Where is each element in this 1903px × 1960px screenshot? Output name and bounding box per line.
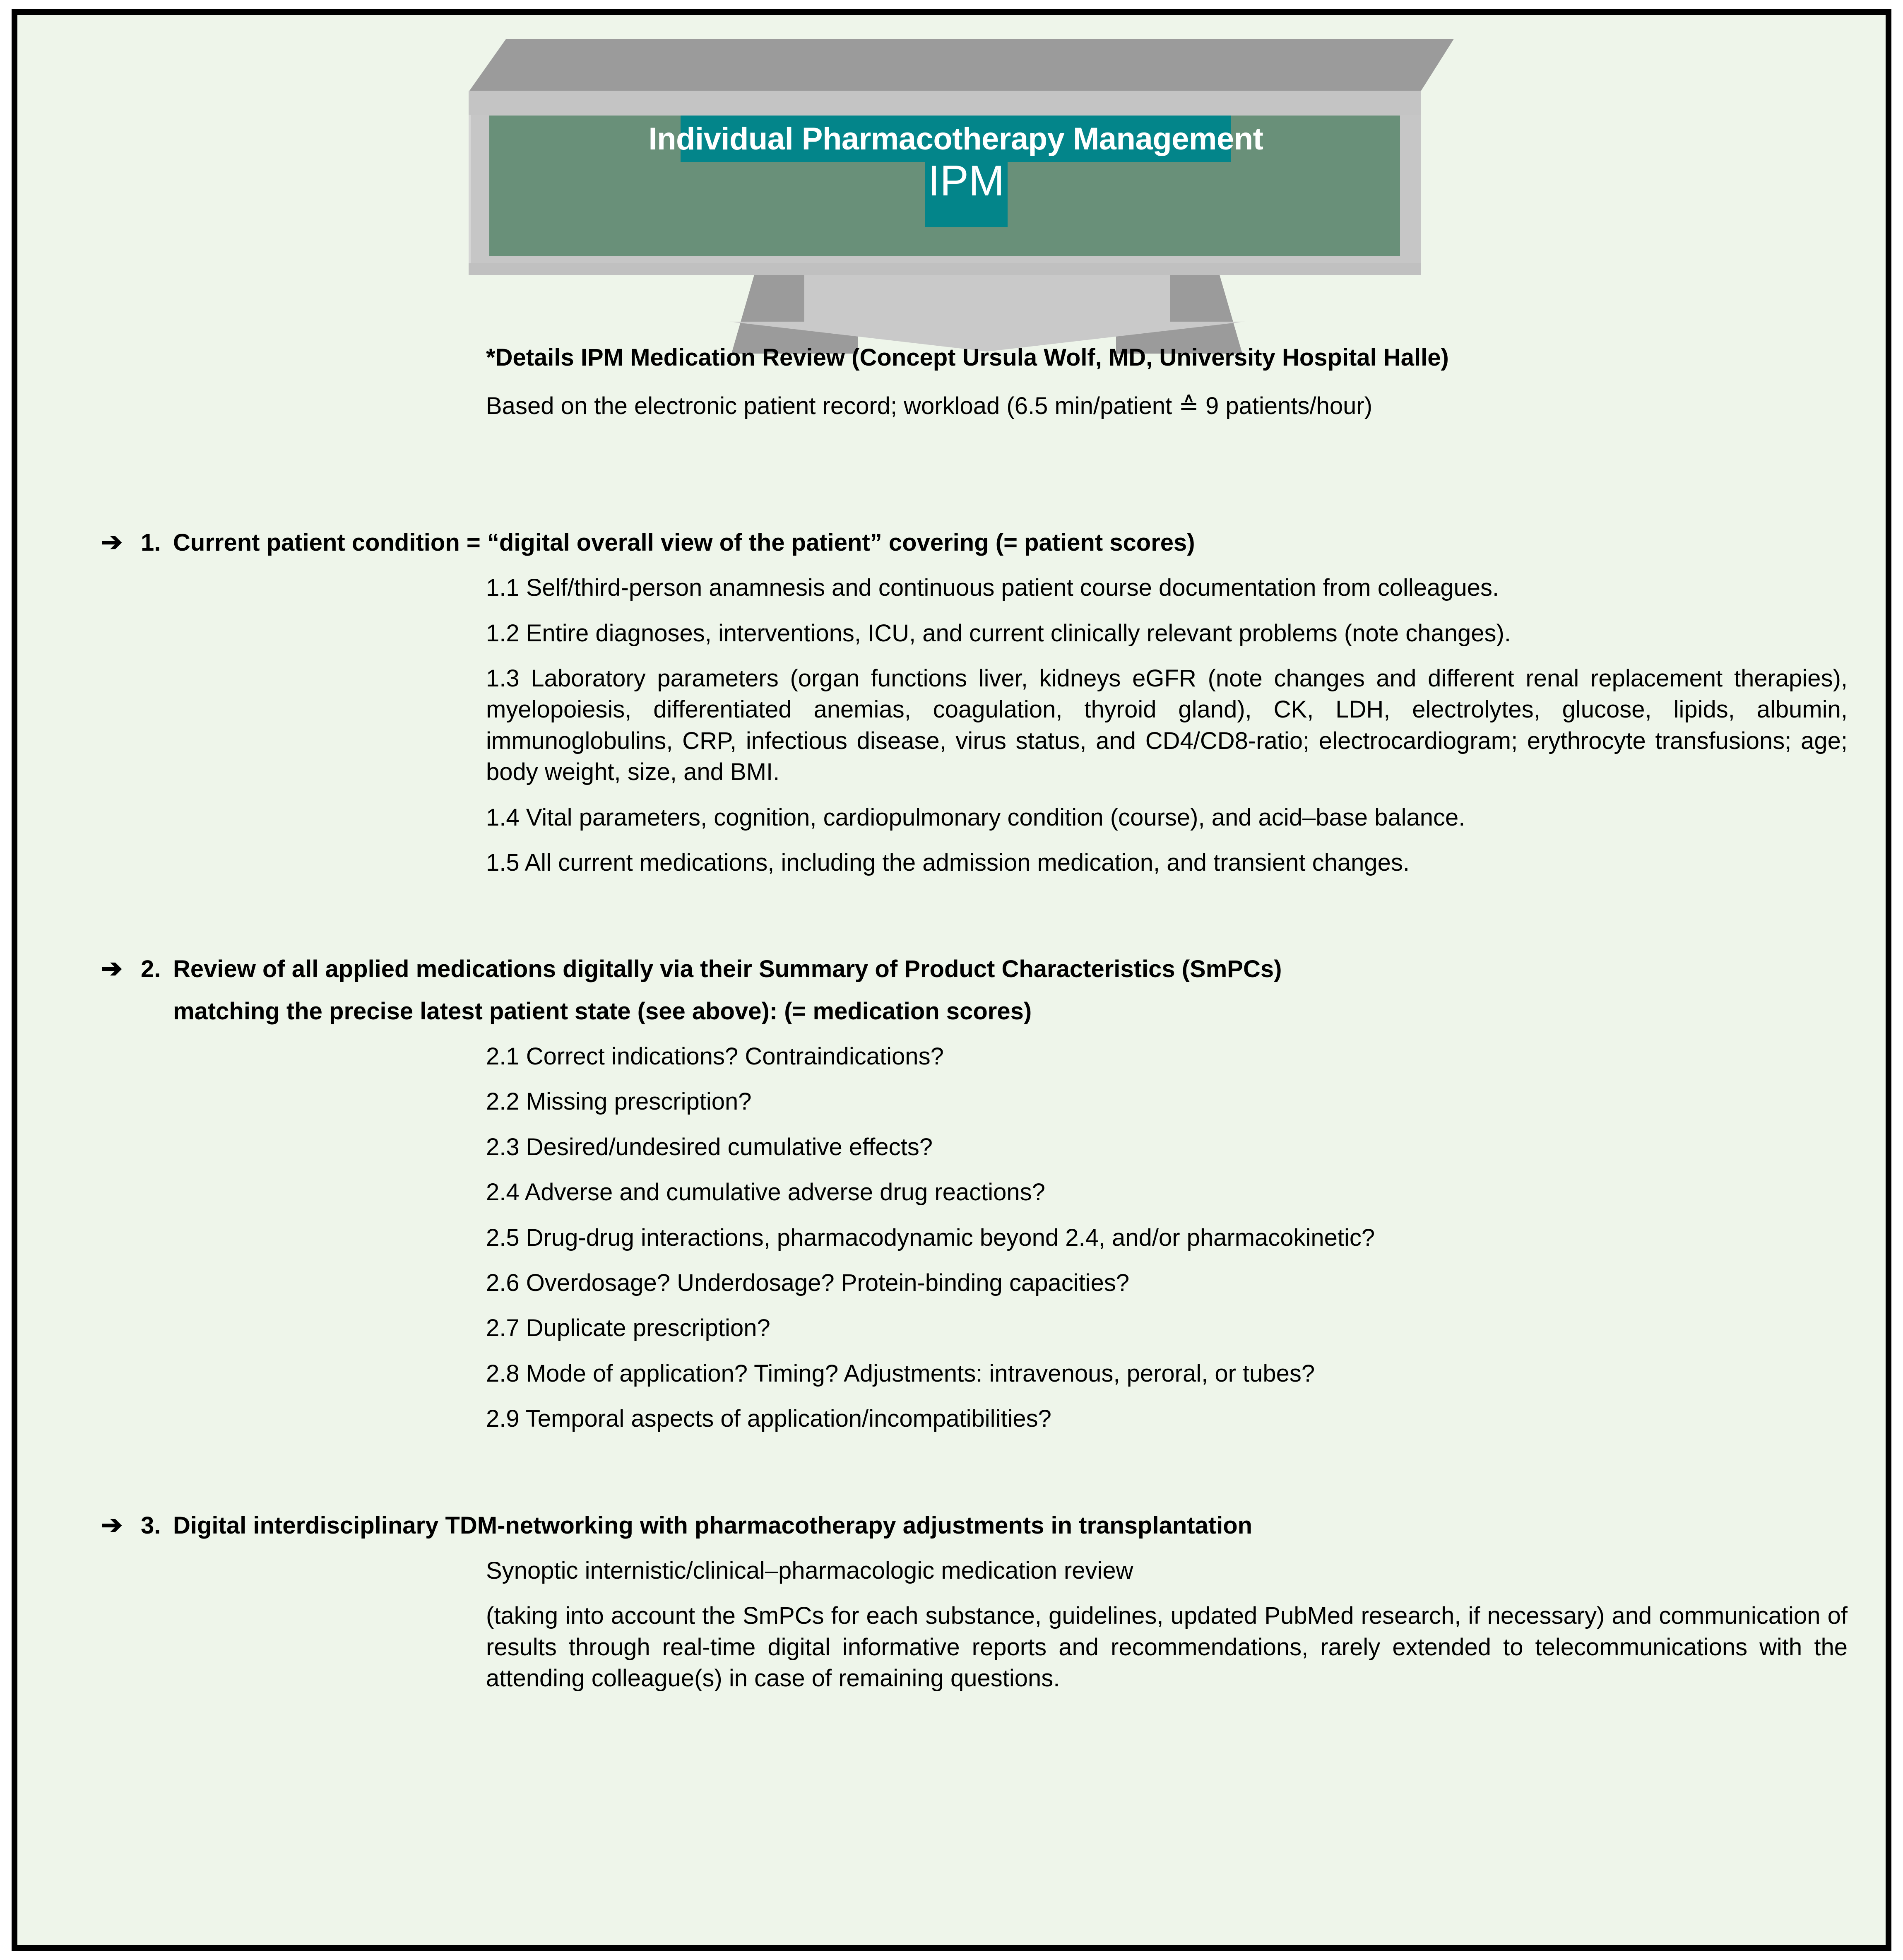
section-1-number: 1. bbox=[141, 529, 161, 556]
arrow-right-icon: ➔ bbox=[101, 954, 123, 983]
section-2-title-wrap bbox=[173, 954, 1848, 1027]
section-1-heading bbox=[101, 527, 1848, 558]
list-item: 2.4 Adverse and cumulative adverse drug reactions? bbox=[486, 1179, 1045, 1206]
list-item: 2.6 Overdosage? Underdosage? Protein-binding capacities? bbox=[486, 1269, 1130, 1297]
list-item: 2.9 Temporal aspects of application/incompatibilities? bbox=[486, 1405, 1051, 1433]
list-item: (taking into account the SmPCs for each substance, guidelines, updated PubMed research, if necessary) and communication of results through real-time digital informative reports and recommendations, rarely extended to telecommunications with the attending colleague(s) in case of remaining questions. bbox=[486, 1602, 1848, 1692]
box-bottom-lip bbox=[469, 263, 1421, 275]
intro-line-1: *Details IPM Medication Review (Concept Ursula Wolf, MD, University Hospital Halle) bbox=[486, 344, 1449, 371]
section-spacer-1 bbox=[64, 452, 1848, 497]
banner-acronym-text: IPM bbox=[928, 157, 1005, 205]
section-2 bbox=[64, 954, 1848, 1434]
list-item: 1.5 All current medications, including the admission medication, and transient changes. bbox=[486, 849, 1410, 876]
list-item: 1.1 Self/third-person anamnesis and continuous patient course documentation from colleagues. bbox=[486, 574, 1499, 602]
box-lid-top bbox=[469, 39, 1454, 92]
banner-title-bar bbox=[648, 116, 1263, 162]
list-item: 1.2 Entire diagnoses, interventions, ICU, and current clinically relevant problems (note changes). bbox=[486, 619, 1511, 647]
section-1-title: Current patient condition = “digital overall view of the patient” covering (= patient scores) bbox=[173, 529, 1195, 556]
list-item: 2.8 Mode of application? Timing? Adjustments: intravenous, peroral, or tubes? bbox=[486, 1360, 1315, 1387]
arrow-right-icon: ➔ bbox=[101, 1510, 123, 1539]
section-3-title-wrap bbox=[173, 1510, 1848, 1541]
arrow-right-icon: ➔ bbox=[101, 527, 123, 556]
figure-body bbox=[17, 342, 1886, 1694]
section-1 bbox=[64, 527, 1848, 879]
list-item: 1.4 Vital parameters, cognition, cardiopulmonary condition (course), and acid–base balance. bbox=[486, 804, 1465, 831]
banner-stem bbox=[925, 157, 1008, 227]
ipm-header-graphic bbox=[17, 15, 1886, 342]
section-3 bbox=[64, 1510, 1848, 1694]
banner-title-text: Individual Pharmacotherapy Management bbox=[648, 121, 1263, 157]
section-2-title: Review of all applied medications digitally via their Summary of Product Characteristics (SmPCs) bbox=[173, 956, 1282, 983]
intro-block bbox=[486, 342, 1848, 422]
section-spacer-2 bbox=[64, 878, 1848, 924]
section-2-title-line2: matching the precise latest patient state (see above): (= medication scores) bbox=[173, 997, 1032, 1025]
list-item: 2.2 Missing prescription? bbox=[486, 1088, 752, 1115]
section-2-heading bbox=[101, 954, 1848, 1027]
list-item: 2.5 Drug-drug interactions, pharmacodynamic beyond 2.4, and/or pharmacokinetic? bbox=[486, 1224, 1375, 1251]
figure-frame bbox=[12, 9, 1891, 1951]
list-item: 1.3 Laboratory parameters (organ functions liver, kidneys eGFR (note changes and different renal replacement therapies), myelopoiesis, differentiated anemias, coagulation, thyroid gland), CK, LDH, electrolytes, glucose, lipids, albumin, immunoglobulins, CRP, infectious disease, virus status, and CD4/CD8-ratio; electrocardiogram; erythrocyte transfusions; age; body weight, size, and BMI. bbox=[486, 665, 1848, 786]
section-3-heading bbox=[101, 1510, 1848, 1541]
section-1-title-wrap bbox=[173, 527, 1848, 558]
section-2-items bbox=[486, 1041, 1848, 1435]
section-2-number: 2. bbox=[141, 956, 161, 983]
section-3-items bbox=[486, 1555, 1848, 1694]
list-item: 2.1 Correct indications? Contraindications? bbox=[486, 1043, 944, 1070]
section-3-number: 3. bbox=[141, 1512, 161, 1539]
list-item: Synoptic internistic/clinical–pharmacologic medication review bbox=[486, 1557, 1133, 1584]
box-lid-front-strip bbox=[469, 91, 1421, 115]
list-item: 2.3 Desired/undesired cumulative effects? bbox=[486, 1133, 933, 1161]
section-1-items bbox=[486, 572, 1848, 878]
list-item: 2.7 Duplicate prescription? bbox=[486, 1315, 770, 1342]
section-spacer-3 bbox=[64, 1435, 1848, 1480]
section-3-title: Digital interdisciplinary TDM-networking with pharmacotherapy adjustments in transplantation bbox=[173, 1512, 1253, 1539]
intro-line-2: Based on the electronic patient record; workload (6.5 min/patient ≙ 9 patients/hour) bbox=[486, 392, 1373, 420]
